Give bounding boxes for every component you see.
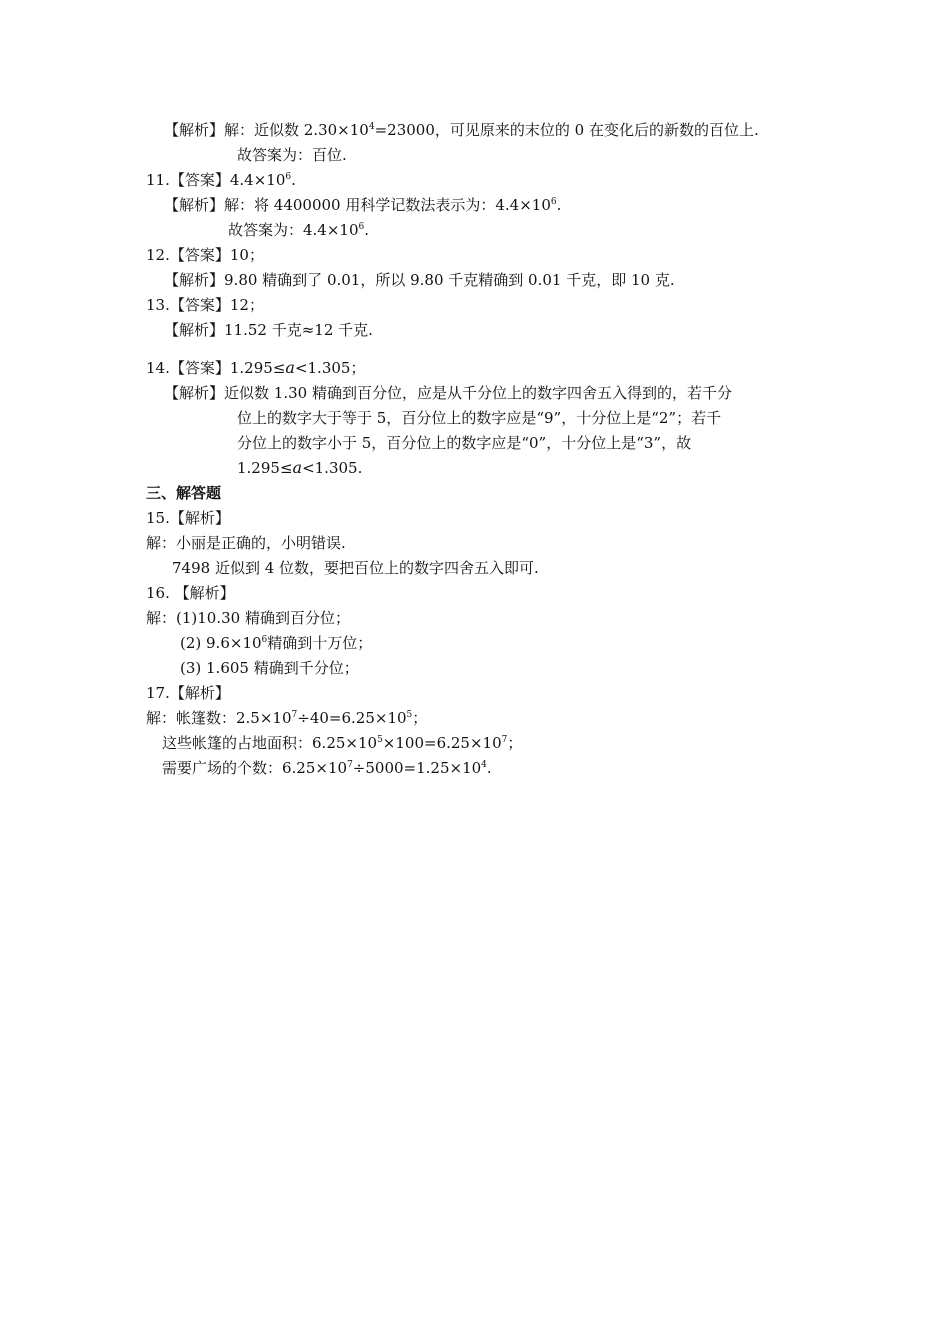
q16-line1: 解：(1)10.30 精确到百分位； xyxy=(146,609,350,627)
q15-header: 15.【解析】 xyxy=(146,509,230,527)
q15-line2: 7498 近似到 4 位数，要把百位上的数字四舍五入即可. xyxy=(172,559,539,577)
q17-line3: 需要广场的个数：$6.25\times 10^7\div 5000=1.25\times 10^4$. xyxy=(162,759,492,777)
section-title: 三、解答题 xyxy=(146,484,222,502)
q16-line3: (3) 1.605 精确到千分位； xyxy=(180,659,359,677)
variable-a: a xyxy=(285,358,295,377)
q12-answer: 12.【答案】10； xyxy=(146,246,264,264)
q17-header: 17.【解析】 xyxy=(146,684,230,702)
q12-number: 12. xyxy=(146,246,170,264)
q11-number: 11. xyxy=(146,171,170,189)
q13-number: 13. xyxy=(146,296,170,314)
q11-analysis: 【解析】解：将 4400000 用科学记数法表示为：$4.4\times 10^6$. xyxy=(164,196,562,214)
q11-conclusion: 故答案为：$4.4\times 10^6$. xyxy=(228,221,370,239)
q14-analysis-line4: 1.295≤a<1.305. xyxy=(237,458,363,477)
q12-analysis: 【解析】9.80 精确到了 0.01，所以 9.80 千克精确到 0.01 千克，即 10 克. xyxy=(164,271,675,289)
q14-analysis-line3: 分位上的数字小于 5，百分位上的数字应是“0”，十分位上是“3”，故 xyxy=(237,434,692,452)
q13-analysis: 【解析】11.52 千克≈12 千克. xyxy=(164,321,373,339)
q10-conclusion: 故答案为：百位. xyxy=(237,146,347,164)
q16-header: 16. 【解析】 xyxy=(146,584,235,602)
q16-line2: (2) $9.6\times 10^6$精确到十万位； xyxy=(180,634,373,652)
q15-line1: 解：小丽是正确的，小明错误. xyxy=(146,534,346,552)
q14-analysis-line2: 位上的数字大于等于 5，百分位上的数字应是“9”，十分位上是“2”；若千 xyxy=(237,409,722,427)
q14-analysis-line1: 【解析】近似数 1.30 精确到百分位，应是从千分位上的数字四舍五入得到的，若千分 xyxy=(164,384,732,402)
q10-analysis: 【解析】解：近似数 $2.30\times 10^4=23000$，可见原来的末位的 0 在变化后的新数的百位上. xyxy=(164,121,759,139)
q13-answer: 13.【答案】12； xyxy=(146,296,264,314)
q14-number: 14. xyxy=(146,359,170,377)
q11-answer: 11.【答案】$4.4\times 10^6$. xyxy=(146,171,296,189)
q17-line2: 这些帐篷的占地面积：$6.25\times 10^5\times 100=6.25\times 10^7$； xyxy=(162,734,523,752)
variable-a: a xyxy=(292,458,303,477)
q17-line1: 解：帐篷数：$2.5\times 10^7\div 40=6.25\times 10^5$； xyxy=(146,709,428,727)
q10-analysis-label: 【解析】 xyxy=(164,121,225,139)
q14-answer: 14.【答案】1.295≤a<1.305； xyxy=(146,358,366,377)
